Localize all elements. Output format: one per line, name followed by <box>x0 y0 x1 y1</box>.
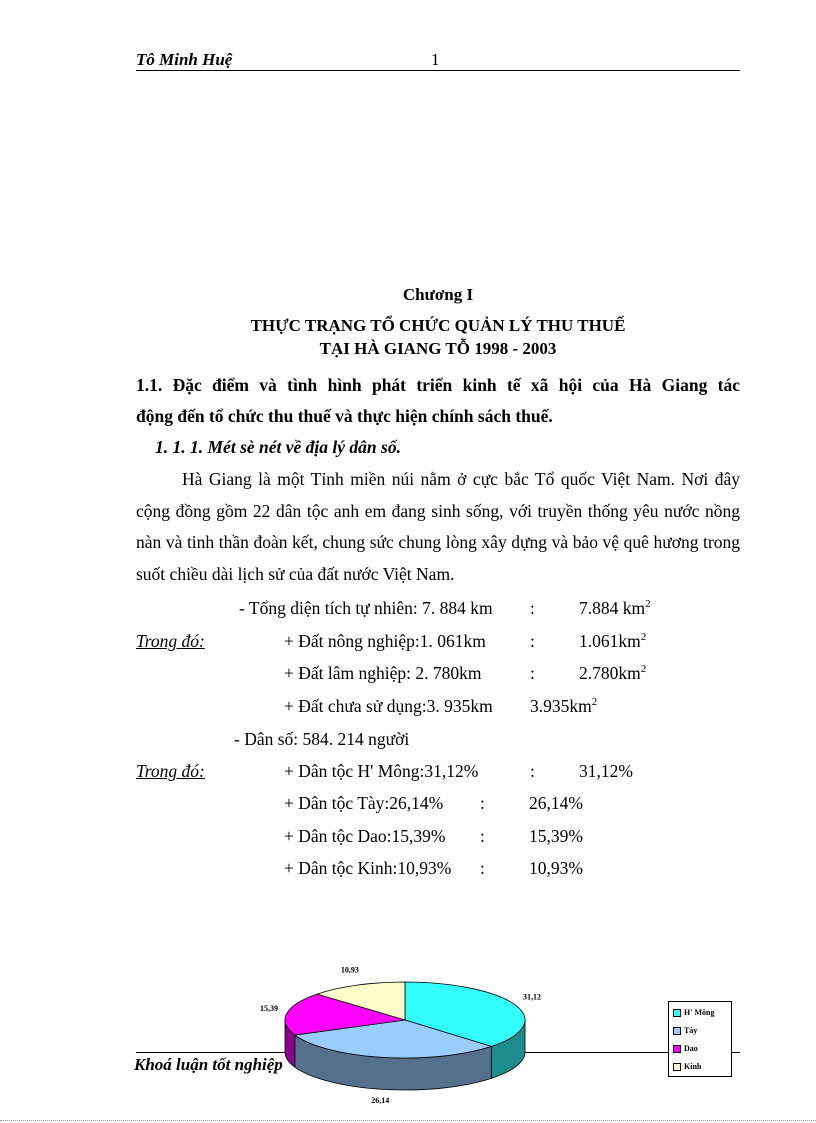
section-heading <box>136 370 740 432</box>
legend-label: H' Mông <box>684 1008 715 1017</box>
legend-item <box>673 1008 714 1017</box>
population-item-label: + Dân tộc Tày:26,14% <box>284 793 444 813</box>
legend-item <box>673 1026 697 1035</box>
legend-label: Kinh <box>684 1062 702 1071</box>
pie-data-label: 31,12 <box>523 992 542 1002</box>
area-trong-do: Trong đó: <box>136 631 205 651</box>
chapter-label: Chương I <box>402 285 474 304</box>
area-total-sep: : <box>530 598 535 618</box>
area-total-value <box>579 598 651 619</box>
area-item-label: + Đất lâm nghiệp: 2. 780km <box>284 663 482 683</box>
footer-text: Khoá luận tốt nghiệp <box>134 1055 283 1074</box>
population-item-value: 10,93% <box>529 858 583 878</box>
population-item-value: 26,14% <box>529 793 583 813</box>
area-item-value-text: 3.935km <box>530 696 592 716</box>
population-item-sep: : <box>480 793 485 813</box>
chapter-title-line2: TẠI HÀ GIANG TỖ 1998 - 2003 <box>319 339 557 358</box>
pie-data-label: 26,14 <box>371 1096 390 1106</box>
area-item-value-text: 2.780km <box>579 663 641 683</box>
chapter-title-line1: THỰC TRẠNG TỔ CHỨC QUẢN LÝ THU THUẾ <box>250 316 626 335</box>
legend-swatch <box>673 1027 681 1035</box>
ethnic-pie-chart <box>250 965 570 1110</box>
area-item-label: + Đất nông nghiệp:1. 061km <box>284 631 486 651</box>
sup-2: 2 <box>640 631 647 644</box>
population-total: - Dân số: 584. 214 người <box>234 729 410 749</box>
population-item-sep: : <box>480 858 485 878</box>
legend-item <box>673 1062 701 1071</box>
page-bottom-border <box>0 1120 816 1121</box>
page-number: 1 <box>431 50 440 69</box>
intro-paragraph: Hà Giang là một Tỉnh miền núi nằm ở cực bắc Tổ quốc Việt Nam. Nơi đây cộng đồng gồm 22 dân tộc anh em đang sinh sống, với truyền thống yêu nước nồng nàn và tinh thần đoàn kết, chung sức chung lòng xây dựng và bảo vệ quê hương trong suốt chiều dài lịch sử của đất nước Việt Nam. <box>136 469 740 584</box>
sup-2: 2 <box>645 598 651 611</box>
sup-2: 2 <box>591 696 598 709</box>
pie-data-label: 10,93 <box>340 965 359 975</box>
legend-swatch <box>673 1045 681 1053</box>
area-item-value-text: 1.061km <box>579 631 641 651</box>
population-item-label: + Dân tộc Dao:15,39% <box>284 826 446 846</box>
legend-item <box>673 1044 698 1053</box>
area-item-value <box>579 663 646 684</box>
header-rule <box>136 70 740 71</box>
area-item-label: + Đất chưa sử dụng:3. 935km <box>284 696 493 716</box>
section-heading-line2: động đến tổ chức thu thuế và thực hiện chính sách thuế. <box>136 406 553 426</box>
population-item-value: 31,12% <box>579 761 633 781</box>
legend-label: Dao <box>684 1044 698 1053</box>
legend-swatch <box>673 1063 681 1071</box>
chart-legend <box>668 1001 732 1077</box>
sup-2: 2 <box>640 663 647 676</box>
population-item-sep: : <box>480 826 485 846</box>
section-heading-line1: 1.1. Đặc điểm và tình hình phát triển kinh tế xã hội của Hà Giang tác <box>136 375 740 395</box>
area-total-label: - Tổng diện tích tự nhiên: 7. 884 km <box>239 598 493 618</box>
area-total-value-text: 7.884 km <box>579 598 646 618</box>
header-author: Tô Minh Huệ <box>136 50 233 69</box>
area-item-sep: : <box>530 631 535 651</box>
population-item-value: 15,39% <box>529 826 583 846</box>
population-item-label: + Dân tộc Kinh:10,93% <box>284 858 452 878</box>
area-item-value <box>530 696 597 717</box>
pie-data-label: 15,39 <box>260 1004 279 1014</box>
area-item-sep: : <box>530 663 535 683</box>
population-trong-do: Trong đó: <box>136 761 205 781</box>
population-item-sep: : <box>530 761 535 781</box>
legend-label: Tày <box>684 1026 698 1035</box>
legend-swatch <box>673 1009 681 1017</box>
area-item-value <box>579 631 646 652</box>
population-item-label: + Dân tộc H' Mông:31,12% <box>284 761 479 781</box>
subsection-heading: 1. 1. 1. Mét sè nét về địa lý dân số. <box>155 437 401 457</box>
